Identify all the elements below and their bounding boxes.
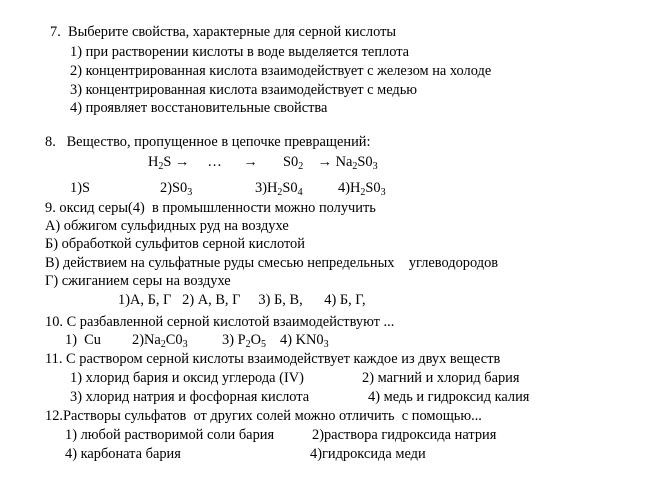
q10-option-3: 3) $P_2O_5$ — [222, 332, 266, 350]
q10-title: 10. С разбавленной серной кислотой взаимодействуют ... — [45, 314, 395, 330]
q9-title: 9. оксид серы(4) в промышленности можно получить — [45, 200, 376, 216]
chain-so3: S0 — [357, 154, 373, 170]
q9-option-d: Г) сжиганием серы на воздухе — [45, 273, 231, 289]
q9-answers: 1)А, Б, Г 2) А, В, Г 3) Б, В, 4) Б, Г, — [118, 292, 366, 308]
chain-missing: … — [207, 154, 222, 170]
chain-arrow-1: → — [175, 154, 190, 170]
q7-title: 7. Выберите свойства, характерные для серной кислоты — [50, 24, 397, 40]
q8-option-2: $2)S0_3$ — [160, 180, 193, 198]
q11-option-1: 1) хлорид бария и оксид углерода (IV) — [70, 370, 304, 386]
q12-option-2: 2)раствора гидроксида натрия — [312, 427, 497, 443]
chain-so2: S0 — [282, 154, 299, 170]
chain-na-sub: 2 — [352, 161, 358, 172]
q11-option-2: 2) магний и хлорид бария — [362, 370, 520, 386]
q8-option-3: $3)H_2S0_4$ — [255, 180, 303, 198]
q9-option-a: А) обжигом сульфидных руд на воздухе — [45, 218, 289, 234]
q12-option-4: 4)гидроксида меди — [310, 446, 426, 462]
chain-so2-sub: 2 — [298, 161, 304, 172]
q7-option-1: 1) при растворении кислоты в воде выделяется теплота — [70, 44, 410, 60]
q8-chain — [148, 153, 378, 176]
chain-arrow-3: → — [317, 154, 332, 170]
q10-option-4: 4) $KN0_3$ — [280, 332, 329, 350]
chain-arrow-2: → — [243, 154, 258, 170]
q8-title: 8. Вещество, пропущенное в цепочке превращений: — [45, 134, 371, 150]
q12-option-3: 4) карбоната бария — [65, 446, 181, 462]
q12-option-1: 1) любой растворимой соли бария — [65, 427, 275, 443]
chain-na: Na — [335, 154, 353, 170]
q8-option-1: 1)S — [70, 180, 90, 196]
q11-option-4: 4) медь и гидроксид калия — [368, 389, 530, 405]
q12-title: 12.Растворы сульфатов от других солей можно отличить с помощью... — [45, 408, 482, 424]
chain-s: S — [163, 154, 172, 170]
q11-option-3: 3) хлорид натрия и фосфорная кислота — [70, 389, 310, 405]
q7-option-3: 3) концентрированная кислота взаимодействует с медью — [70, 82, 418, 98]
q9-option-b: Б) обработкой сульфитов серной кислотой — [45, 236, 305, 252]
chain-h-sub: 2 — [158, 161, 164, 172]
q7-option-4: 4) проявляет восстановительные свойства — [70, 100, 328, 116]
q9-option-c: В) действием на сульфатные руды смесью непредельных углеводородов — [45, 255, 499, 271]
chain-so3-sub: 3 — [372, 161, 378, 172]
chain-h: H — [148, 154, 159, 170]
q8-option-4: $4)H_2S0_3$ — [338, 180, 386, 198]
q11-title: 11. С раствором серной кислоты взаимодействует каждое из двух веществ — [45, 351, 501, 367]
q7-option-2: 2) концентрированная кислота взаимодействует с железом на холоде — [70, 63, 492, 79]
q10-option-1: 1) Cu — [65, 332, 101, 348]
q10-option-2: $2)Na_2C0_3$ — [132, 332, 188, 350]
